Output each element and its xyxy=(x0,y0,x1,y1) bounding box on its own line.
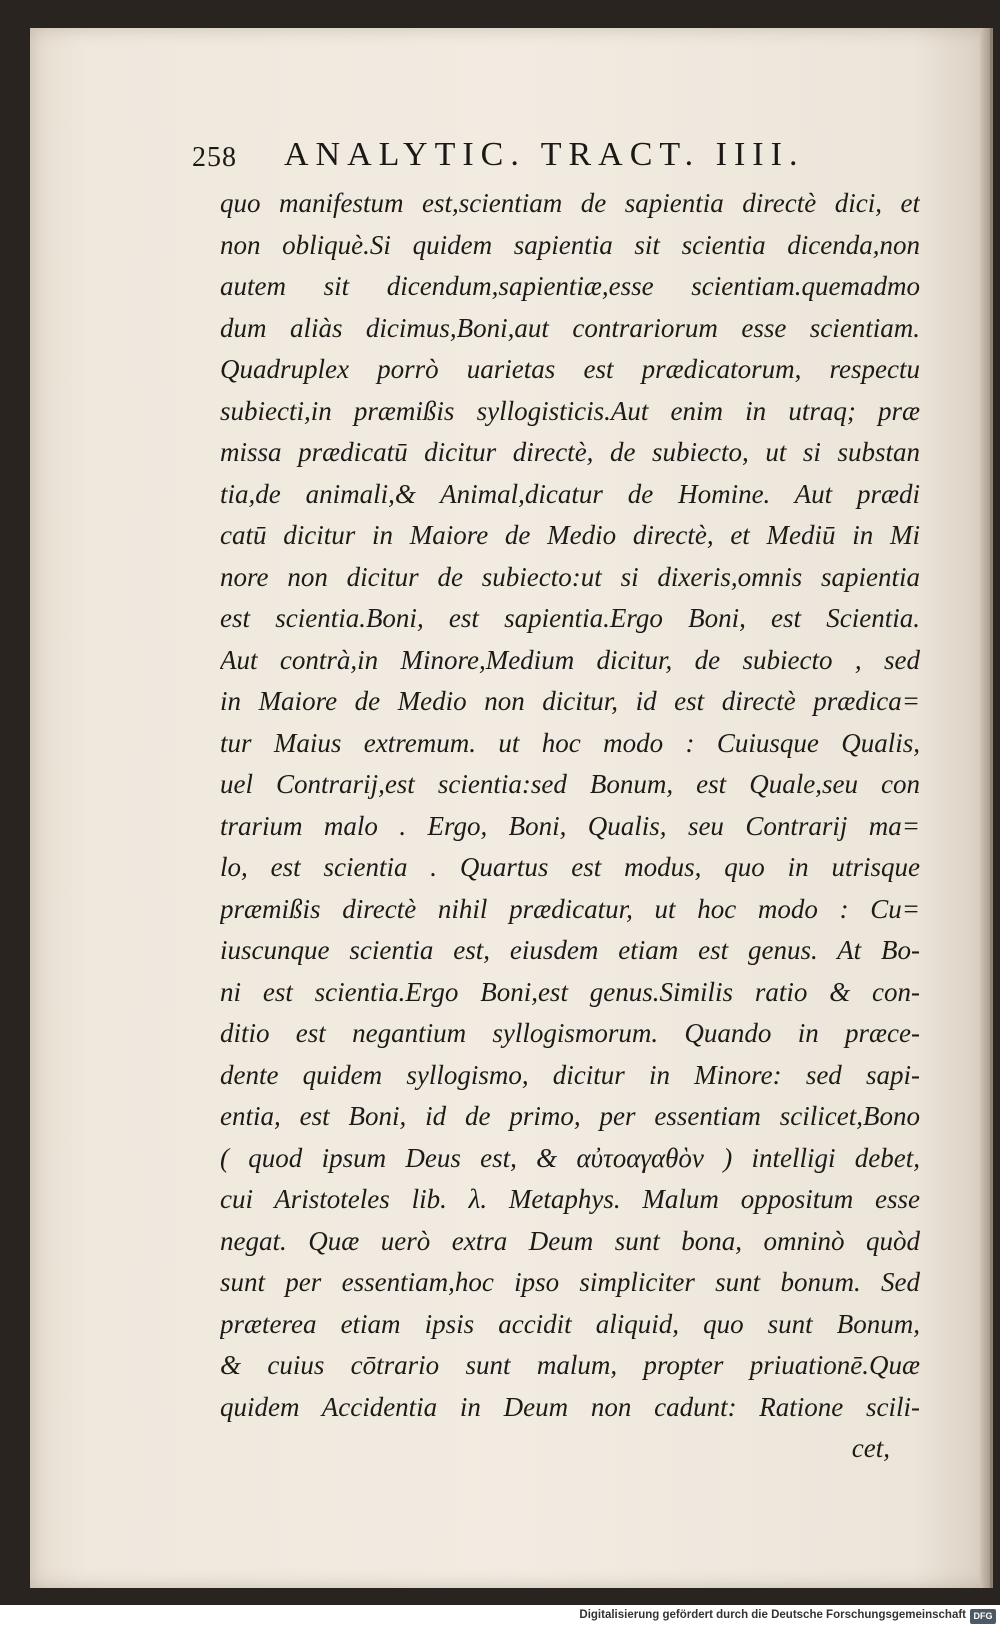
catchword: cet, xyxy=(851,1433,890,1463)
text-line: est scientia.Boni, est sapientia.Ergo Boni, est Scientia. xyxy=(220,603,920,633)
body-text xyxy=(220,183,920,1470)
text-line: in Maiore de Medio non dicitur, id est directè prædica= xyxy=(220,686,920,716)
running-title: ANALYTIC. TRACT. IIII. xyxy=(284,136,805,173)
text-line: catū dicitur in Maiore de Medio directè, et Mediū in Mi xyxy=(220,520,920,550)
text-line: dente quidem syllogismo, dicitur in Minore: sed sapi- xyxy=(220,1059,920,1090)
text-line: ditio est negantium syllogismorum. Quando in præce- xyxy=(220,1018,920,1048)
text-line: tia,de animali,& Animal,dicatur de Homine. Aut prædi xyxy=(220,478,920,509)
text-line: nore non dicitur de subiecto:ut si dixeris,omnis sapientia xyxy=(220,561,920,592)
funding-credit: Digitalisierung gefördert durch die Deutsche Forschungsgemeinschaft xyxy=(579,1609,966,1621)
text-line: autem sit dicendum,sapientiæ,esse scientiam.quemadmo xyxy=(220,271,920,301)
digitization-footer xyxy=(0,1606,1000,1628)
text-line: trarium malo . Ergo, Boni, Qualis, seu Contrarij ma= xyxy=(220,810,920,841)
text-line: præterea etiam ipsis accidit aliquid, quo sunt Bonum, xyxy=(220,1308,920,1339)
page-header xyxy=(192,120,872,178)
text-line: ni est scientia.Ergo Boni,est genus.Similis ratio & con- xyxy=(220,976,920,1007)
text-line: lo, est scientia . Quartus est modus, quo in utrisque xyxy=(220,852,920,882)
text-line: dum aliàs dicimus,Boni,aut contrariorum esse scientiam. xyxy=(220,312,920,343)
dfg-logo-icon: DFG xyxy=(970,1609,996,1624)
text-line: sunt per essentiam,hoc ipso simpliciter sunt bonum. Sed xyxy=(220,1267,920,1297)
text-line: & cuius cōtrario sunt malum, propter priuationē.Quæ xyxy=(220,1350,920,1380)
text-line: iuscunque scientia est, eiusdem etiam est genus. At Bo- xyxy=(220,935,920,965)
text-line: quo manifestum est,scientiam de sapientia directè dici, et xyxy=(220,188,920,218)
text-line: Aut contrà,in Minore,Medium dicitur, de subiecto , sed xyxy=(220,644,920,675)
page-number: 258 xyxy=(192,142,237,173)
page-edge xyxy=(980,28,990,1588)
text-line: uel Contrarij,est scientia:sed Bonum, est Quale,seu con xyxy=(220,769,920,799)
text-line: missa prædicatū dicitur directè, de subiecto, ut si substan xyxy=(220,437,920,467)
text-line: negat. Quæ uerò extra Deum sunt bona, omninò quòd xyxy=(220,1225,920,1256)
text-line: non obliquè.Si quidem sapientia sit scientia dicenda,non xyxy=(220,229,920,260)
text-line: ( quod ipsum Deus est, & αὐτοαγαθὸν ) intelligi debet, xyxy=(220,1142,920,1173)
text-line: Quadruplex porrò uarietas est prædicatorum, respectu xyxy=(220,354,920,384)
text-line: subiecti,in præmißis syllogisticis.Aut enim in utraq; præ xyxy=(220,395,920,426)
text-line: entia, est Boni, id de primo, per essentiam scilicet,Bono xyxy=(220,1101,920,1131)
text-line: præmißis directè nihil prædicatur, ut hoc modo : Cu= xyxy=(220,893,920,924)
text-line: quidem Accidentia in Deum non cadunt: Ratione scili- xyxy=(220,1391,920,1422)
text-line: cui Aristoteles lib. λ. Metaphys. Malum oppositum esse xyxy=(220,1184,920,1214)
text-line: tur Maius extremum. ut hoc modo : Cuiusque Qualis, xyxy=(220,727,920,758)
